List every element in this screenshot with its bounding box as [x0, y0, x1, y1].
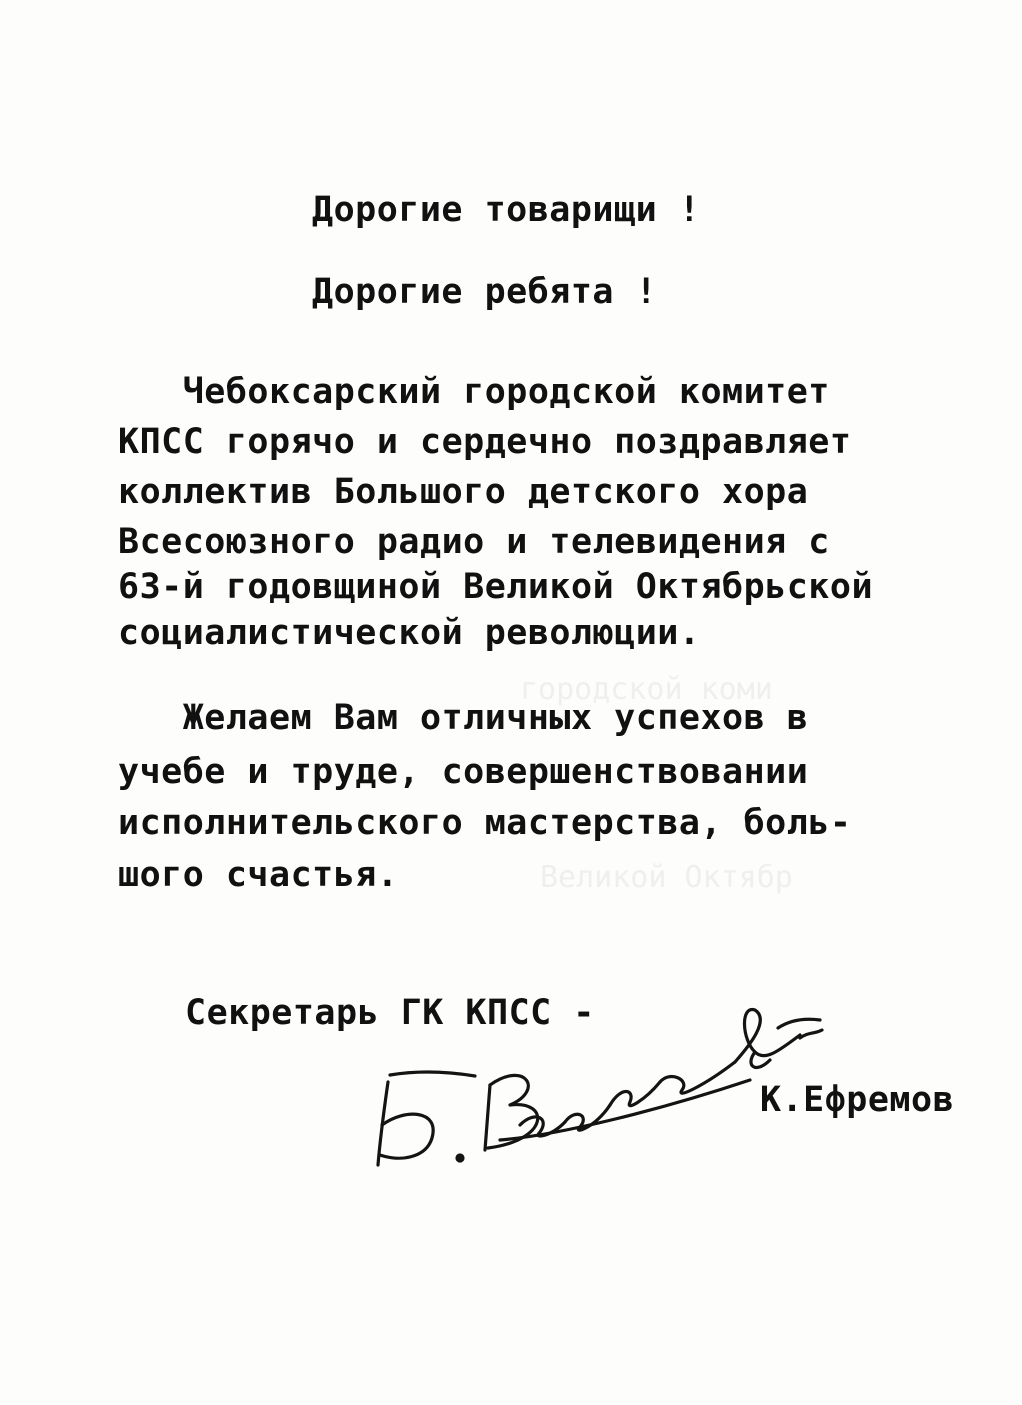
paragraph-2-line: шого счастья. [118, 855, 399, 895]
bleed-through-text: Великой Октябр [540, 860, 793, 895]
greeting-children: Дорогие ребята ! [312, 272, 658, 312]
paragraph-1-line: социалистической революции. [118, 613, 701, 653]
greeting-comrades: Дорогие товарищи ! [312, 190, 701, 230]
paragraph-1-line: 63-й годовщиной Великой Октябрьской [118, 567, 874, 607]
paragraph-1-line: КПСС горячо и сердечно поздравляет [118, 422, 852, 462]
paragraph-2-line: учебе и труде, совершенствовании [118, 752, 809, 792]
paragraph-1-line: Всесоюзного радио и телевидения с [118, 522, 830, 562]
paragraph-1-line: коллектив Большого детского хора [118, 472, 809, 512]
bleed-through-text: городской коми [520, 672, 773, 707]
signatory-name: К.Ефремов [760, 1080, 955, 1120]
paragraph-2-line: исполнительского мастерства, боль- [118, 803, 852, 843]
paragraph-1-line: Чебоксарский городской комитет [118, 372, 830, 412]
paragraph-2-line: Желаем Вам отличных успехов в [118, 698, 809, 738]
handwritten-signature [360, 990, 860, 1180]
signature-title: Секретарь ГК КПСС - [185, 993, 595, 1033]
